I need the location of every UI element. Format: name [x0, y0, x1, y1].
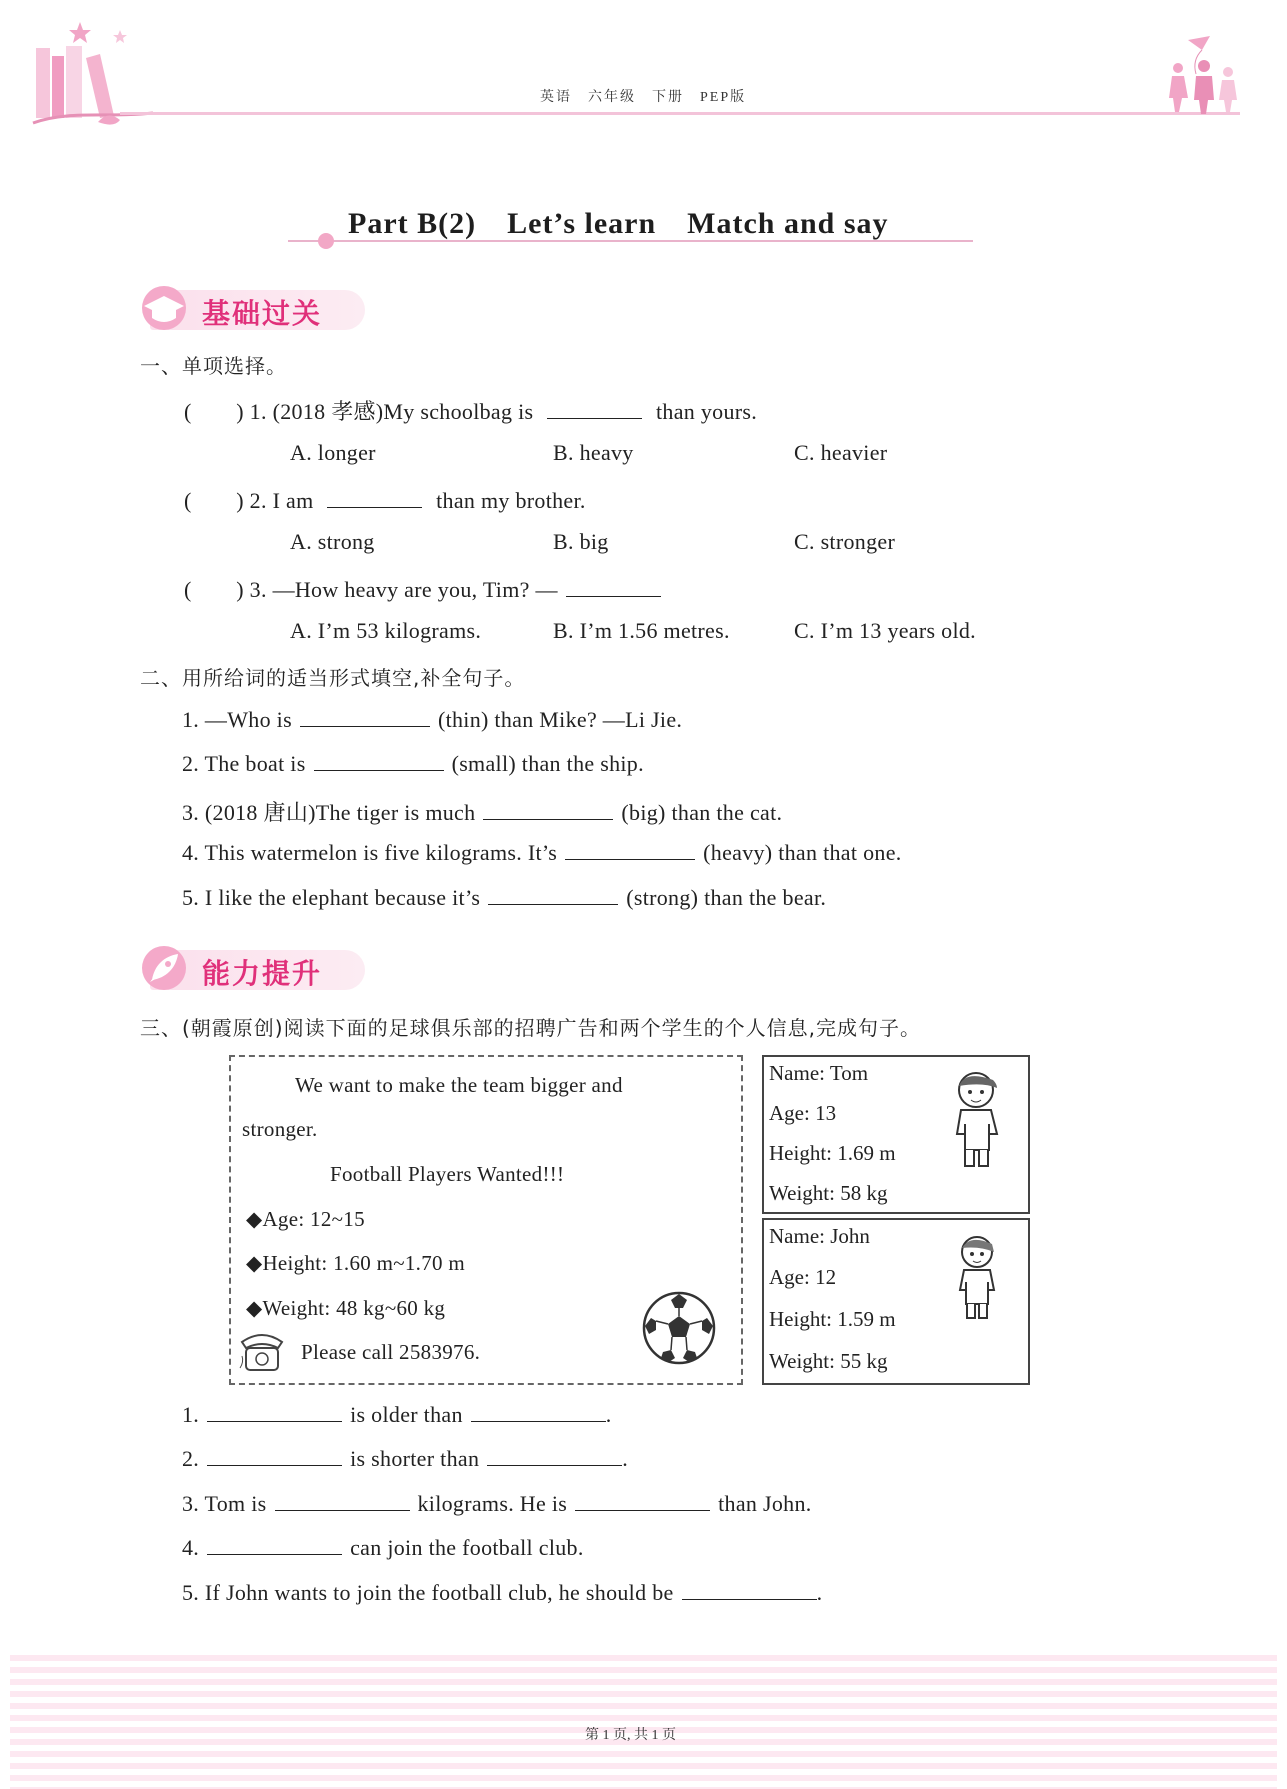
- answer-blank[interactable]: [488, 886, 618, 905]
- answer-paren[interactable]: ( ): [184, 577, 244, 602]
- title-dot: [318, 233, 334, 249]
- answer-blank[interactable]: [300, 708, 430, 727]
- option-c[interactable]: C. heavier: [794, 440, 888, 465]
- fill-item-2: 2. The boat is (small) than the ship.: [182, 751, 644, 776]
- part2-heading: 二、用所给词的适当形式填空,补全句子。: [140, 666, 526, 690]
- answer-blank[interactable]: [207, 1403, 342, 1422]
- part1-heading: 一、单项选择。: [140, 354, 287, 378]
- answer-blank[interactable]: [314, 752, 444, 771]
- fill-item-5: 5. I like the elephant because it’s (strong) than the bear.: [182, 885, 827, 910]
- john-name: Name: John: [769, 1224, 870, 1248]
- ad-weight: ◆Weight: 48 kg~60 kg: [246, 1296, 446, 1320]
- question-3: ( ) 3. —How heavy are you, Tim? —: [184, 573, 669, 604]
- telephone-icon: [236, 1328, 288, 1374]
- question-2: ( ) 2. I am than my brother.: [184, 488, 586, 513]
- option-a[interactable]: A. strong: [290, 529, 375, 554]
- john-height: Height: 1.59 m: [769, 1307, 896, 1331]
- books-logo-icon: [28, 18, 158, 133]
- fill-item-1: 1. —Who is (thin) than Mike? —Li Jie.: [182, 707, 683, 732]
- header-subject: 英语 六年级 下册 PEP版: [540, 90, 747, 105]
- ad-wanted: Football Players Wanted!!!: [330, 1162, 565, 1186]
- answer-blank[interactable]: [566, 578, 661, 597]
- option-a[interactable]: A. I’m 53 kilograms.: [290, 618, 482, 643]
- option-a[interactable]: A. longer: [290, 440, 376, 465]
- option-b[interactable]: B. I’m 1.56 metres.: [553, 618, 730, 643]
- answer-blank[interactable]: [207, 1536, 342, 1555]
- sentence-5: 5. If John wants to join the football club, he should be .: [182, 1580, 823, 1605]
- tom-height: Height: 1.69 m: [769, 1141, 896, 1165]
- option-b[interactable]: B. big: [553, 529, 609, 554]
- answer-blank[interactable]: [207, 1447, 342, 1466]
- part3-heading: 三、(朝霞原创)阅读下面的足球俱乐部的招聘广告和两个学生的个人信息,完成句子。: [140, 1016, 921, 1040]
- rocket-icon: [138, 942, 190, 994]
- children-kite-icon: [1158, 36, 1250, 116]
- section-title-basic: 基础过关: [202, 297, 323, 330]
- ad-line-2: stronger.: [242, 1117, 318, 1141]
- answer-blank[interactable]: [575, 1492, 710, 1511]
- ad-line-1: We want to make the team bigger and: [295, 1073, 623, 1097]
- john-age: Age: 12: [769, 1265, 837, 1289]
- answer-blank[interactable]: [275, 1492, 410, 1511]
- fill-item-4: 4. This watermelon is five kilograms. It’s (heavy) than that one.: [182, 840, 902, 865]
- answer-blank[interactable]: [682, 1581, 817, 1600]
- page-title: Part B(2) Let’s learn Match and say: [348, 207, 889, 240]
- boy-john-icon: [952, 1232, 1002, 1324]
- answer-blank[interactable]: [565, 841, 695, 860]
- tom-name: Name: Tom: [769, 1061, 869, 1085]
- answer-blank[interactable]: [487, 1447, 622, 1466]
- option-c[interactable]: C. stronger: [794, 529, 896, 554]
- tom-age: Age: 13: [769, 1101, 837, 1125]
- sentence-1: 1. is older than .: [182, 1402, 612, 1427]
- option-b[interactable]: B. heavy: [553, 440, 634, 465]
- page-number: 第 1 页, 共 1 页: [585, 1728, 676, 1743]
- answer-blank[interactable]: [471, 1403, 606, 1422]
- tom-weight: Weight: 58 kg: [769, 1181, 888, 1205]
- answer-blank[interactable]: [547, 400, 642, 419]
- footer-band: [10, 1655, 1277, 1789]
- boy-tom-icon: [945, 1068, 1007, 1172]
- ad-call: Please call 2583976.: [301, 1340, 481, 1364]
- ad-age: ◆Age: 12~15: [246, 1207, 365, 1231]
- header-rule: [120, 112, 1240, 115]
- fill-item-3: 3. (2018 唐山)The tiger is much (big) than the cat.: [182, 800, 783, 825]
- john-weight: Weight: 55 kg: [769, 1349, 888, 1373]
- answer-blank[interactable]: [483, 801, 613, 820]
- section-title-advanced: 能力提升: [202, 957, 323, 990]
- sentence-4: 4. can join the football club.: [182, 1535, 584, 1560]
- title-underline: [288, 240, 973, 242]
- sentence-2: 2. is shorter than .: [182, 1446, 629, 1471]
- answer-blank[interactable]: [327, 489, 422, 508]
- option-c[interactable]: C. I’m 13 years old.: [794, 618, 976, 643]
- question-1: ( ) 1. (2018 孝感)My schoolbag is than yours.: [184, 399, 758, 424]
- answer-paren[interactable]: ( ): [184, 399, 244, 424]
- football-icon: [641, 1290, 717, 1366]
- sentence-3: 3. Tom is kilograms. He is than John.: [182, 1491, 812, 1516]
- graduation-cap-icon: [138, 284, 190, 332]
- ad-height: ◆Height: 1.60 m~1.70 m: [246, 1251, 466, 1275]
- answer-paren[interactable]: ( ): [184, 488, 244, 513]
